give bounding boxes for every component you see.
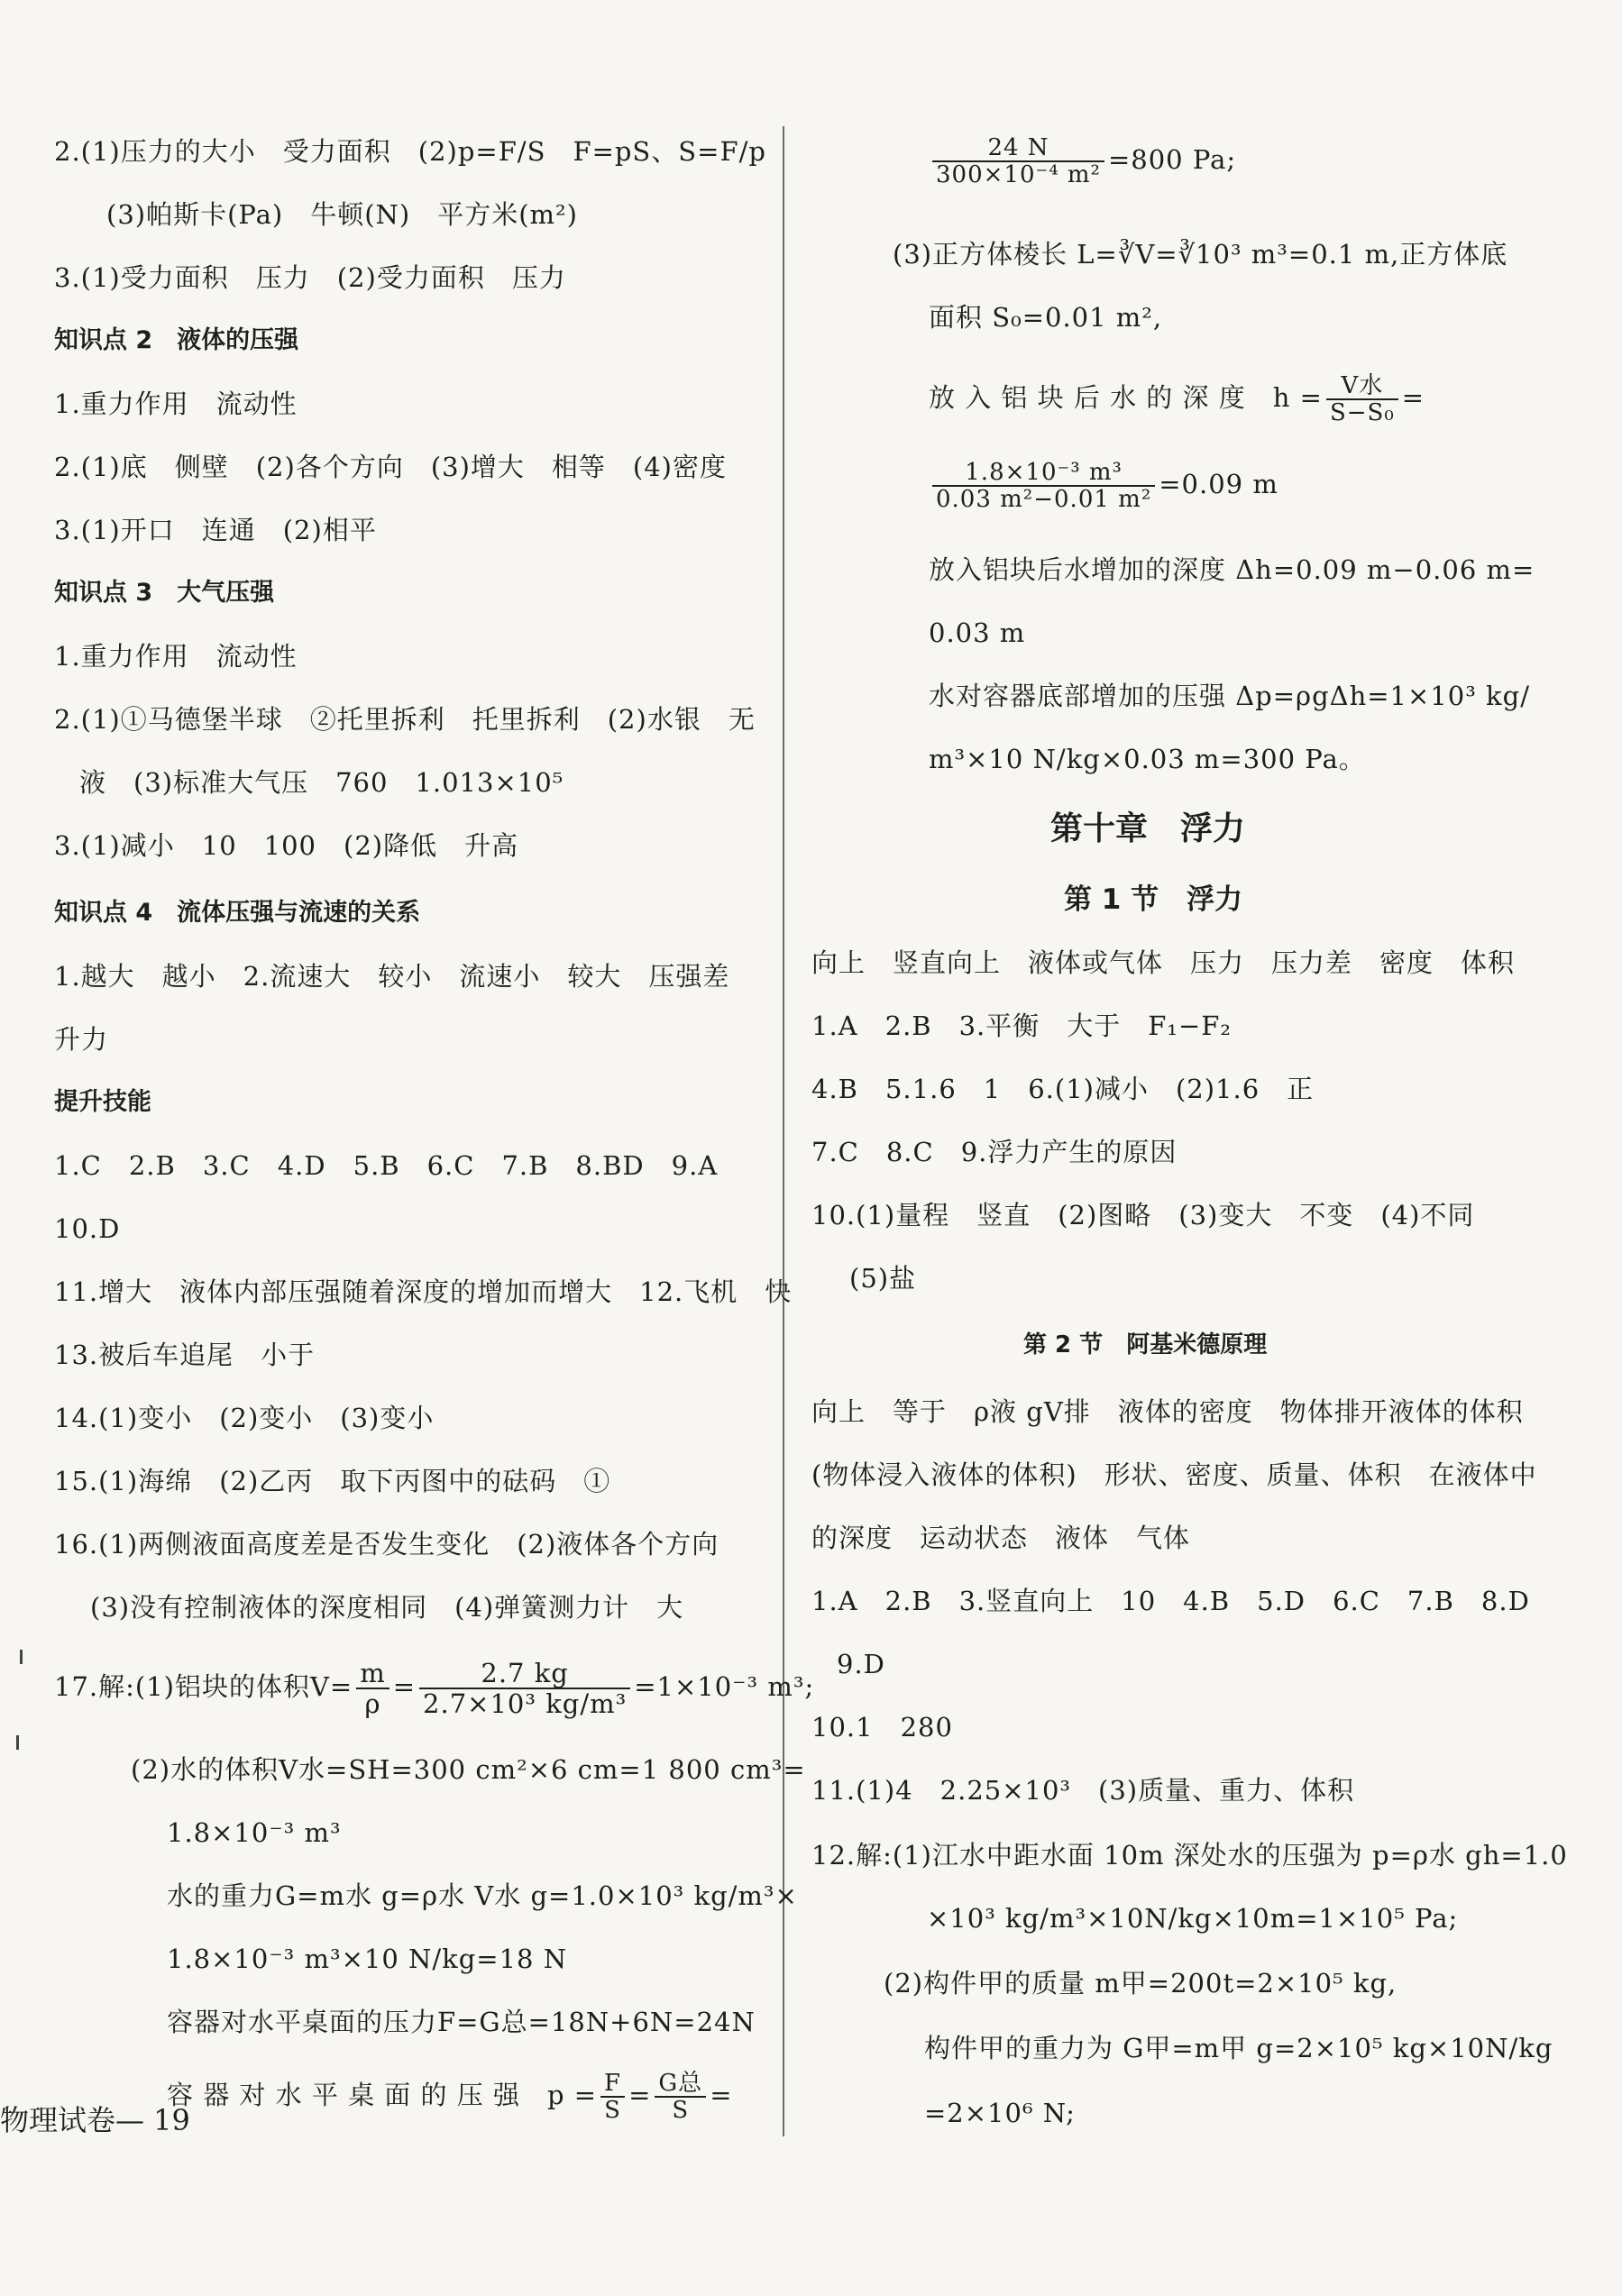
section-heading: 知识点 3 大气压强 xyxy=(54,579,275,607)
fraction: $\frac{\text{G总}}{S}$ xyxy=(655,2071,706,2123)
text-line: 7.C 8.C 9.浮力产生的原因 xyxy=(811,1137,1178,1167)
text-line: 11.增大 液体内部压强随着深度的增加而增大 12.飞机 快 xyxy=(54,1276,793,1307)
text-line: (3)帕斯卡(Pa) 牛顿(N) 平方米(m²) xyxy=(106,199,578,230)
section-heading: 知识点 4 流体压强与流速的关系 xyxy=(54,899,421,927)
text-line: 1.A 2.B 3.平衡 大于 F₁−F₂ xyxy=(811,1011,1233,1041)
fraction: $\frac{2.7 kg}{\text{2.7×10³ kg/m³}}$ xyxy=(419,1659,630,1718)
text-line: 3.(1)减小 10 100 (2)降低 升高 xyxy=(54,830,519,861)
text-line: 1.C 2.B 3.C 4.D 5.B 6.C 7.B 8.BD 9.A xyxy=(54,1150,719,1181)
text-line: 3.(1)受力面积 压力 (2)受力面积 压力 xyxy=(54,262,566,293)
text-line: 向上 等于 ρ液 gV排 液体的密度 物体排开液体的体积 xyxy=(811,1396,1524,1427)
text-line: 10.(1)量程 竖直 (2)图略 (3)变大 不变 (4)不同 xyxy=(811,1200,1475,1230)
formula-line: $\frac{\text{1.8×10⁻³ m³}}{\text{0.03 m²−0.01 m²}}$ =0.09 m xyxy=(929,460,1278,512)
formula-line: 放 入 铝 块 后 水 的 深 度 h = $\frac{\text{V水}}{\text{S−S₀}}$ = xyxy=(929,372,1425,426)
text-line: 面积 S₀=0.01 m², xyxy=(929,302,1163,333)
margin-mark xyxy=(16,1735,19,1750)
text-line: 9.D xyxy=(837,1649,885,1679)
column-divider xyxy=(783,126,784,2136)
section-heading: 知识点 2 液体的压强 xyxy=(54,326,299,354)
text-line: 14.(1)变小 (2)变小 (3)变小 xyxy=(54,1403,435,1433)
text-line: 放入铝块后水增加的深度 Δh=0.09 m−0.06 m= xyxy=(929,554,1535,585)
text-line: 3.(1)开口 连通 (2)相平 xyxy=(54,515,377,545)
text-line: (2)构件甲的质量 m甲=200t=2×10⁵ kg, xyxy=(884,1968,1397,1999)
text-line: 水对容器底部增加的压强 Δp=ρgΔh=1×10³ kg/ xyxy=(929,681,1530,711)
text-line: 容器对水平桌面的压力F=G总=18N+6N=24N xyxy=(167,2007,756,2037)
text-line: 13.被后车追尾 小于 xyxy=(54,1340,316,1370)
text-line: (物体浸入液体的体积) 形状、密度、质量、体积 在液体中 xyxy=(811,1459,1537,1490)
text-line: 1.8×10⁻³ m³ xyxy=(167,1817,342,1848)
text-line: (3)正方体棱长 L=∛V=∛10³ m³=0.1 m,正方体底 xyxy=(893,239,1508,270)
section-title: 第 1 节 浮力 xyxy=(1064,883,1243,916)
text-line: (5)盐 xyxy=(849,1263,917,1294)
text-line: 2.(1)压力的大小 受力面积 (2)p=F/S F=pS、S=F/p xyxy=(54,136,766,167)
text-line: 1.重力作用 流动性 xyxy=(54,641,298,672)
text-line: 水的重力G=m水 g=ρ水 V水 g=1.0×10³ kg/m³× xyxy=(167,1880,798,1911)
text-line: 升力 xyxy=(54,1024,109,1055)
text-line: =2×10⁶ N; xyxy=(924,2098,1076,2128)
text-line: 0.03 m xyxy=(929,617,1026,648)
fraction: $\frac{F}{S}$ xyxy=(600,2071,625,2123)
text-line: ×10³ kg/m³×10N/kg×10m=1×10⁵ Pa; xyxy=(927,1903,1459,1934)
text-line: 10.1 280 xyxy=(811,1712,953,1743)
fraction: $\frac{24 N}{\text{300×10⁻⁴ m²}}$ xyxy=(932,135,1104,188)
text-line: 1.A 2.B 3.竖直向上 10 4.B 5.D 6.C 7.B 8.D xyxy=(811,1586,1530,1616)
text-line: 1.越大 越小 2.流速大 较小 流速小 较大 压强差 xyxy=(54,961,730,992)
section-title: 第 2 节 阿基米德原理 xyxy=(1023,1331,1268,1358)
section-heading: 提升技能 xyxy=(54,1088,151,1116)
text-line: 2.(1)底 侧壁 (2)各个方向 (3)增大 相等 (4)密度 xyxy=(54,452,727,482)
text-line: (2)水的体积V水=SH=300 cm²×6 cm=1 800 cm³= xyxy=(131,1754,806,1785)
text-line: (3)没有控制液体的深度相同 (4)弹簧测力计 大 xyxy=(90,1592,684,1623)
fraction: $\frac{m}{\rho}$ xyxy=(356,1659,389,1718)
text-line: 的深度 运动状态 液体 气体 xyxy=(811,1523,1191,1553)
formula-line: $\frac{24 N}{\text{300×10⁻⁴ m²}}$ =800 Pa; xyxy=(929,135,1236,188)
formula-line: 17.解:(1)铝块的体积V= $\frac{m}{\rho}$ = $\frac{2.7 kg}{\text{2.7×10³ kg/m³}}$ =1×10⁻³ m³; xyxy=(54,1658,815,1719)
text-line: 15.(1)海绵 (2)乙丙 取下丙图中的砝码 ① xyxy=(54,1466,611,1496)
text-line: 1.重力作用 流动性 xyxy=(54,389,298,419)
text-line: 12.解:(1)江水中距水面 10m 深处水的压强为 p=ρ水 gh=1.0 xyxy=(811,1840,1568,1871)
text-line: 4.B 5.1.6 1 6.(1)减小 (2)1.6 正 xyxy=(811,1074,1315,1104)
formula-line: 容 器 对 水 平 桌 面 的 压 强 p = $\frac{F}{S}$ = $\frac{\text{G总}}{S}$ = xyxy=(167,2070,733,2124)
margin-mark xyxy=(20,1650,23,1664)
chapter-title: 第十章 浮力 xyxy=(1050,810,1246,847)
text-line: 10.D xyxy=(54,1213,121,1244)
fraction: $\frac{\text{V水}}{\text{S−S₀}}$ xyxy=(1326,373,1398,425)
page-footer: 物理试卷— 19 xyxy=(0,2103,190,2137)
text-line: 16.(1)两侧液面高度差是否发生变化 (2)液体各个方向 xyxy=(54,1529,719,1560)
text-line: 液 (3)标准大气压 760 1.013×10⁵ xyxy=(79,767,564,798)
text-line: 1.8×10⁻³ m³×10 N/kg=18 N xyxy=(167,1944,568,1974)
text-line: 构件甲的重力为 G甲=m甲 g=2×10⁵ kg×10N/kg xyxy=(924,2033,1553,2063)
fraction: $\frac{\text{1.8×10⁻³ m³}}{\text{0.03 m²−0.01 m²}}$ xyxy=(932,460,1155,512)
text-line: m³×10 N/kg×0.03 m=300 Pa。 xyxy=(929,744,1366,774)
text-line: 11.(1)4 2.25×10³ (3)质量、重力、体积 xyxy=(811,1775,1355,1806)
text-line: 2.(1)①马德堡半球 ②托里拆利 托里拆利 (2)水银 无 xyxy=(54,704,756,735)
text-line: 向上 竖直向上 液体或气体 压力 压力差 密度 体积 xyxy=(811,947,1516,978)
